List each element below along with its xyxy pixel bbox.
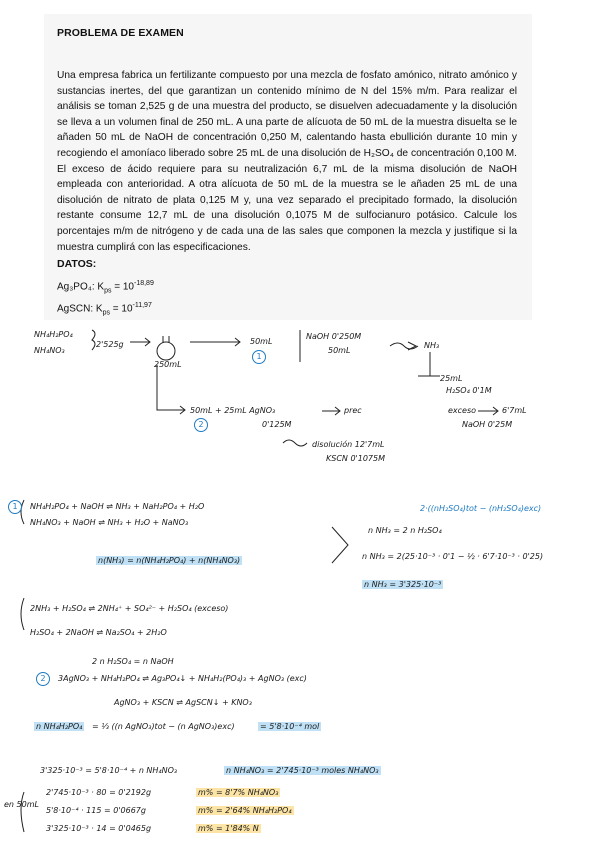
calc-phosphate: 5'8·10⁻⁴ · 115 = 0'0667g bbox=[46, 806, 146, 815]
note-mix-a: NH₄H₂PO₄ bbox=[34, 330, 73, 339]
wavy-arrow bbox=[390, 343, 418, 349]
note-naoh: NaOH 0'250M bbox=[306, 332, 362, 341]
note-kscn: KSCN 0'1075M bbox=[326, 454, 385, 463]
note-excess-naoh: NaOH 0'25M bbox=[462, 420, 513, 429]
note-nh3: NH₃ bbox=[424, 341, 440, 350]
n-nitrate-value: n NH₄NO₃ = 2'745·10⁻³ moles NH₄NO₃ bbox=[226, 766, 379, 775]
sum-line: 3'325·10⁻³ = 5'8·10⁻⁴ + n NH₄NO₃ bbox=[40, 766, 178, 775]
eq-nh3-sum: n(NH₃) = n(NH₄H₂PO₄) + n(NH₄NO₃) bbox=[98, 556, 241, 565]
chevron-right bbox=[332, 527, 348, 563]
brace-2 bbox=[21, 598, 24, 630]
calc-nh3: n NH₃ = 2(25·10⁻³ · 0'1 − ½ · 6'7·10⁻³ · 0'25) bbox=[362, 552, 544, 561]
eq-nh3: n NH₃ = 2 n H₂SO₄ bbox=[368, 526, 442, 535]
problem-statement: Una empresa fabrica un fertilizante compuesto por una mezcla de fosfato amónico, nitrato amónico y sustancias inertes, del que garantizan un contenido mínimo de N del 15% m/m. Para realizar el análisis se toman 2,525 g de una muestra del producto, se disuelven adecuadamente y la disolución se lleva a un volumen final de 250 mL. A una parte de alícuota de 50 mL de la muestra disuelta se le añaden 50 mL de NaOH de concentración 0,250 M, calentando hasta ebullición durante 10 min y recogiendo el amoníaco liberado sobre 25 mL de una disolución de H₂SO₄ de concentración 0,100 M. El exceso de ácido requiere para su neutralización 6,7 mL de la misma disolución de NaOH empleada con anterioridad. A otra alícuota de 50 mL de la muestra se le añaden 25 mL de una disolución de nitrato de plata 0,125 M y, una vez separado el precipitado formado, la disolución restante consume 12,7 mL de una disolución 0,1075 M de sulfocianuro potásico. Calcule los porcentajes m/m de nitrógeno y de cada una de las sales que componen la mezcla y justifique si la muestra cumplirá con las especificaciones. bbox=[57, 70, 517, 253]
note-naoh-vol: 50mL bbox=[328, 346, 351, 355]
note-flask: 250mL bbox=[154, 360, 182, 369]
n-phos-expr: = ⅓ ((n AgNO₃)tot − (n AgNO₃)exc) bbox=[92, 722, 235, 731]
n-phos-value: = 5'8·10⁻⁴ mol bbox=[260, 722, 320, 731]
circle-marker-2: 2 bbox=[194, 418, 208, 432]
branch-line bbox=[157, 365, 185, 410]
brace-3 bbox=[21, 792, 24, 832]
reaction-4: H₂SO₄ + 2NaOH ⇌ Na₂SO₄ + 2H₂O bbox=[30, 628, 167, 637]
value-nh3: n NH₃ = 3'325·10⁻³ bbox=[364, 580, 442, 589]
constant-ag3po4: Ag₃PO₄: $K_{ps} = 10^{-18,89}$ bbox=[57, 280, 154, 295]
note-prec: prec bbox=[344, 406, 362, 415]
result-nitrogen: m% = 1'84% N bbox=[198, 824, 259, 833]
bracket bbox=[92, 330, 95, 350]
note-excess-vol: 6'7mL bbox=[502, 406, 527, 415]
reaction-3: 2NH₃ + H₂SO₄ ⇌ 2NH₄⁺ + SO₄²⁻ + H₂SO₄ (exceso) bbox=[30, 604, 229, 613]
circle-marker-4: 2 bbox=[36, 672, 50, 686]
relation: 2 n H₂SO₄ = n NaOH bbox=[92, 657, 174, 666]
result-phosphate: m% = 2'64% NH₄H₂PO₄ bbox=[198, 806, 292, 815]
note-blue: 2·((nH₂SO₄)tot − (nH₂SO₄)exc) bbox=[420, 504, 542, 513]
constant-agscn: AgSCN: $K_{ps} = 10^{-11,97}$ bbox=[57, 302, 152, 317]
note-mix-b: NH₄NO₃ bbox=[34, 346, 65, 355]
note-ag-conc: 0'125M bbox=[262, 420, 292, 429]
wavy-2 bbox=[283, 440, 307, 446]
reaction-2: NH₄NO₃ + NaOH ⇌ NH₃ + H₂O + NaNO₃ bbox=[30, 518, 189, 527]
reaction-1: NH₄H₂PO₄ + NaOH ⇌ NH₃ + NaH₂PO₄ + H₂O bbox=[30, 502, 205, 511]
result-nitrate: m% = 8'7% NH₄NO₃ bbox=[198, 788, 279, 797]
datos-heading: DATOS: bbox=[57, 258, 97, 270]
note-h2so4-vol: 25mL bbox=[440, 374, 463, 383]
flask-icon bbox=[157, 342, 175, 360]
n-phos-label: n NH₄H₂PO₄ bbox=[36, 722, 83, 731]
reaction-6: AgNO₃ + KSCN ⇌ AgSCN↓ + KNO₃ bbox=[114, 698, 252, 707]
note-branch2: 50mL + 25mL AgNO₃ bbox=[190, 406, 276, 415]
calc-nitrate: 2'745·10⁻³ · 80 = 0'2192g bbox=[46, 788, 152, 797]
reaction-5: 3AgNO₃ + NH₄H₂PO₄ ⇌ Ag₃PO₄↓ + NH₄H₂(PO₄)₃ + AgNO₃ (exc) bbox=[58, 674, 307, 683]
note-mass: 2'525g bbox=[96, 340, 124, 349]
note-excess: exceso bbox=[448, 406, 477, 415]
circle-marker-1: 1 bbox=[252, 350, 266, 364]
calc-nitrogen: 3'325·10⁻³ · 14 = 0'0465g bbox=[46, 824, 152, 833]
note-disol: disolución 12'7mL bbox=[312, 440, 385, 449]
note-h2so4: H₂SO₄ 0'1M bbox=[446, 386, 492, 395]
en-50ml: en 50mL bbox=[4, 800, 39, 809]
note-aliquot: 50mL bbox=[250, 337, 273, 346]
circle-marker-3: 1 bbox=[8, 500, 22, 514]
problem-title: PROBLEMA DE EXAMEN bbox=[57, 27, 184, 39]
